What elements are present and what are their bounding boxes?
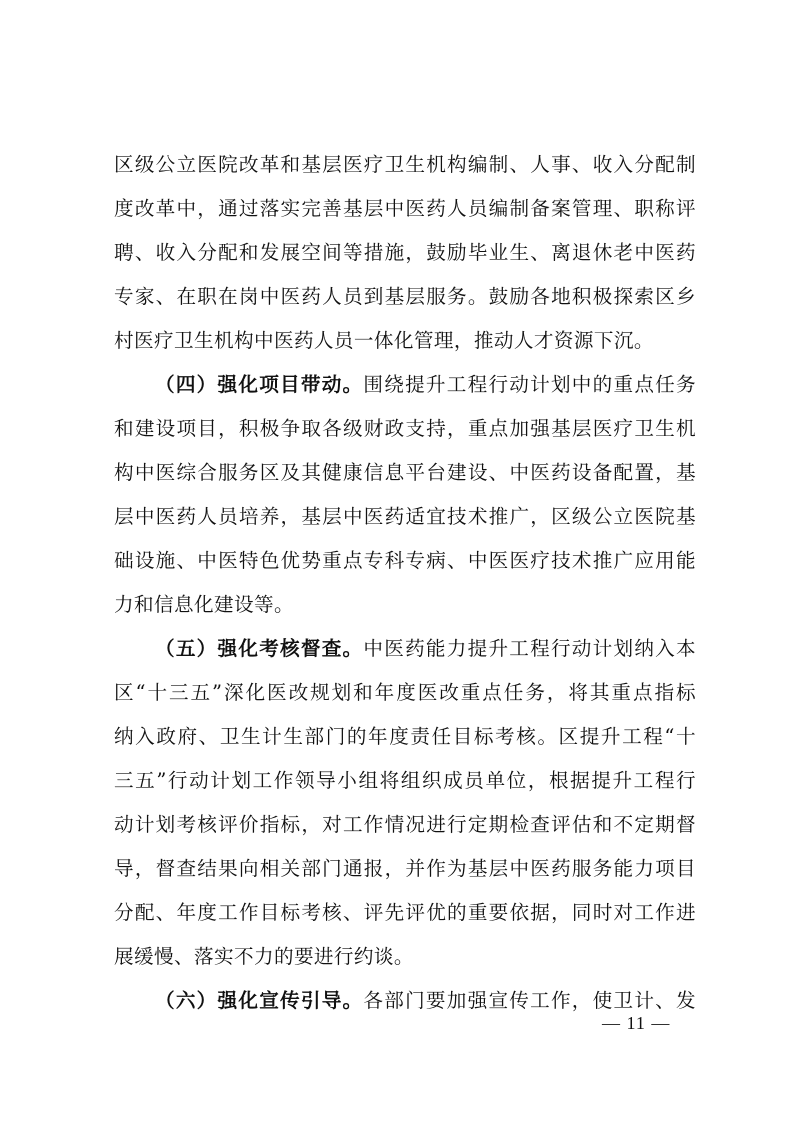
paragraph-line: 动计划考核评价指标，对工作情况进行定期检查评估和不定期督 xyxy=(114,813,696,836)
paragraph-line: 纳入政府、卫生计生部门的年度责任目标考核。区提升工程“十 xyxy=(114,725,696,748)
section-heading: （四）强化项目带动。 xyxy=(155,373,364,396)
paragraph-line: 层中医药人员培养，基层中医药适宜技术推广，区级公立医院基 xyxy=(114,505,696,528)
paragraph-text: 各部门要加强宣传工作，使卫计、发 xyxy=(363,989,696,1012)
section-heading: （六）强化宣传引导。 xyxy=(155,989,364,1012)
paragraph-text: 围绕提升工程行动计划中的重点任务 xyxy=(363,373,696,396)
paragraph-line: 三五”行动计划工作领导小组将组织成员单位，根据提升工程行 xyxy=(114,769,696,792)
paragraph-line: 度改革中，通过落实完善基层中医药人员编制备案管理、职称评 xyxy=(114,197,696,220)
paragraph-line: 展缓慢、落实不力的要进行约谈。 xyxy=(114,945,414,968)
paragraph-line: 村医疗卫生机构中医药人员一体化管理，推动人才资源下沉。 xyxy=(114,329,654,352)
paragraph-line: 区“十三五”深化医改规划和年度医改重点任务，将其重点指标 xyxy=(114,681,696,704)
paragraph-line: 力和信息化建设等。 xyxy=(114,593,294,616)
paragraph-text: 中医药能力提升工程行动计划纳入本 xyxy=(363,637,696,660)
paragraph-line: 构中医综合服务区及其健康信息平台建设、中医药设备配置，基 xyxy=(114,461,696,484)
paragraph-first-line xyxy=(155,368,696,402)
paragraph-line: 础设施、中医特色优势重点专科专病、中医医疗技术推广应用能 xyxy=(114,549,696,572)
paragraph-line: 区级公立医院改革和基层医疗卫生机构编制、人事、收入分配制 xyxy=(114,153,696,176)
page-number: — 11 — xyxy=(602,1013,671,1033)
paragraph-line: 聘、收入分配和发展空间等措施，鼓励毕业生、离退休老中医药 xyxy=(114,241,696,264)
paragraph-first-line xyxy=(155,632,696,666)
paragraph-line: 分配、年度工作目标考核、评先评优的重要依据，同时对工作进 xyxy=(114,901,696,924)
paragraph-line: 导，督查结果向相关部门通报，并作为基层中医药服务能力项目 xyxy=(114,857,696,880)
paragraph-line: 和建设项目，积极争取各级财政支持，重点加强基层医疗卫生机 xyxy=(114,417,696,440)
paragraph-line: 专家、在职在岗中医药人员到基层服务。鼓励各地积极探索区乡 xyxy=(114,285,696,308)
section-heading: （五）强化考核督查。 xyxy=(155,637,364,660)
